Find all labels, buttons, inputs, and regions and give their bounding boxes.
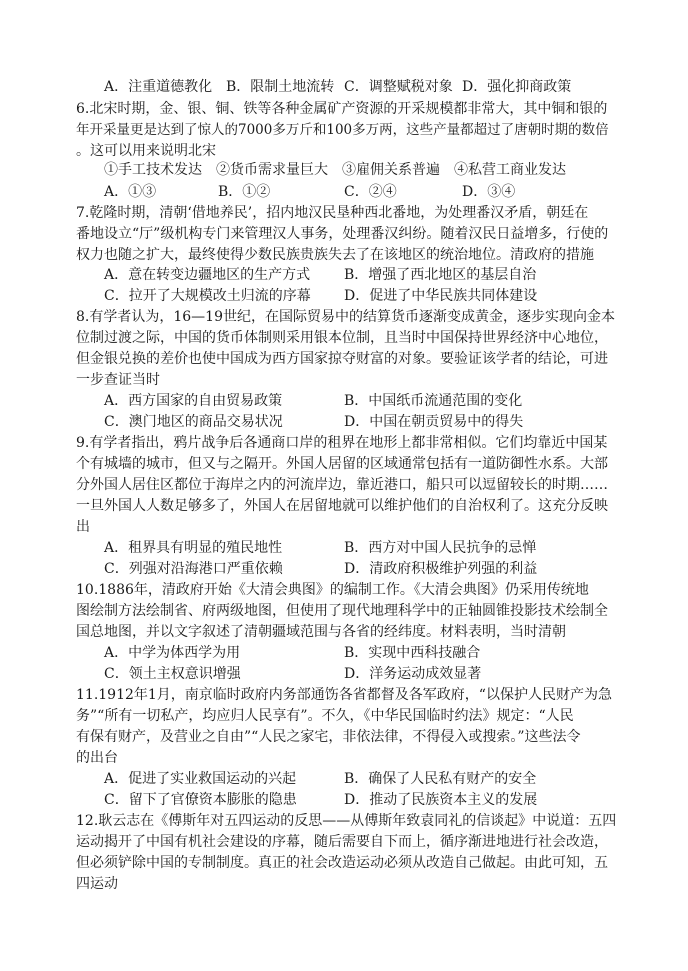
q8-stem-line: 一步查证当时 <box>76 372 160 388</box>
q10-option-a[interactable]: A．中学为体西学为用 <box>104 645 241 661</box>
q10-stem-line: 图绘制方法绘制省、府两级地图，但使用了现代地理科学中的正轴圆锥投影技术绘制全 <box>76 603 608 619</box>
q9-option-a[interactable]: A．租界具有明显的殖民地性 <box>104 540 283 556</box>
q8-stem-line: 8.有学者认为，16—19世纪，在国际贸易中的结算货币逐渐变成黄金，逐步实现向金本 <box>76 309 615 325</box>
q9-stem-line: 分外国人居住区都位于海岸之内的河流岸边，靠近港口，船只可以逗留较长的时期…… <box>76 477 608 493</box>
q12-stem-line: 12.耿云志在《傅斯年对五四运动的反思——从傅斯年致袁同礼的信谈起》中说道：五四 <box>76 813 616 829</box>
q8-stem-line: 位制过渡之际，中国的货币体制则采用银本位制，且当时中国保持世界经济中心地位， <box>76 330 608 346</box>
q11-stem-line: 的出台 <box>76 750 118 766</box>
q10-option-c[interactable]: C．领土主权意识增强 <box>104 666 241 682</box>
q9-stem-line: 9.有学者指出，鸦片战争后各通商口岸的租界在地形上都非常相似。它们均靠近中国某 <box>76 435 608 451</box>
q5-option-d[interactable]: D．强化抑商政策 <box>462 79 572 95</box>
q6-option-d[interactable]: D．③④ <box>462 184 516 200</box>
q12-stem-line: 运动揭开了中国有机社会建设的序幕，随后需要自下而上，循序渐进地进行社会改造， <box>76 834 608 850</box>
q12-stem-line: 但必须铲除中国的专制制度。真正的社会改造运动必须从改造自己做起。由此可知，五 <box>76 855 608 871</box>
q8-option-b[interactable]: B．中国纸币流通范围的变化 <box>344 393 523 409</box>
q7-stem-line: 番地设立“厅”级机构专门来管理汉人事务，处理番汉纠纷。随着汉民日益增多，行使的 <box>76 226 609 242</box>
q10-option-d[interactable]: D．洋务运动成效显著 <box>344 666 482 682</box>
q11-option-a[interactable]: A．促进了实业救国运动的兴起 <box>104 771 297 787</box>
q6-stem-line: 6.北宋时期，金、银、铜、铁等各种金属矿产资源的开采规模都非常大，其中铜和银的 <box>76 101 608 117</box>
q7-option-a[interactable]: A．意在转变边疆地区的生产方式 <box>104 267 311 283</box>
q11-stem-line: 有保有财产，及营业之自由”“人民之家宅，非依法律，不得侵入或搜索。”这些法令 <box>76 729 581 745</box>
q6-items: ①手工技术发达 ②货币需求量巨大 ③雇佣关系普遍 ④私营工商业发达 <box>104 162 566 178</box>
q5-option-c[interactable]: C．调整赋税对象 <box>344 79 453 95</box>
q6-option-b[interactable]: B．①② <box>218 184 271 200</box>
q9-stem-line: 一旦外国人人数足够多了，外国人在居留地就可以维护他们的自治权利了。这充分反映 <box>76 498 608 514</box>
q11-option-c[interactable]: C．留下了官僚资本膨胀的隐患 <box>104 792 297 808</box>
q11-option-b[interactable]: B．确保了人民私有财产的安全 <box>344 771 537 787</box>
q8-option-d[interactable]: D．中国在朝贡贸易中的得失 <box>344 414 524 430</box>
q9-option-b[interactable]: B．西方对中国人民抗争的忌惮 <box>344 540 537 556</box>
q6-option-c[interactable]: C．②④ <box>344 184 397 200</box>
q5-option-a[interactable]: A．注重道德教化 <box>104 79 213 95</box>
q9-stem-line: 出 <box>76 519 90 535</box>
q9-stem-line: 个有城墙的城市，但又与之隔开。外国人居留的区域通常包括有一道防御性水系。大部 <box>76 456 608 472</box>
q7-stem-line: 7.乾隆时期，清朝‘借地养民’，招内地汉民垦种西北番地，为处理番汉矛盾，朝廷在 <box>76 205 589 221</box>
q7-option-d[interactable]: D．促进了中华民族共同体建设 <box>344 288 538 304</box>
q8-option-a[interactable]: A．西方国家的自由贸易政策 <box>104 393 283 409</box>
q8-stem-line: 但金银兑换的差价也使中国成为西方国家掠夺财富的对象。要验证该学者的结论，可进 <box>76 351 608 367</box>
q8-option-c[interactable]: C．澳门地区的商品交易状况 <box>104 414 283 430</box>
q7-stem-line: 权力也随之扩大，最终使得少数民族贵族失去了在该地区的统治地位。清政府的措施 <box>76 247 594 263</box>
q9-option-c[interactable]: C．列强对沿海港口严重依赖 <box>104 561 283 577</box>
q7-option-b[interactable]: B．增强了西北地区的基层自治 <box>344 267 537 283</box>
q5-option-b[interactable]: B．限制土地流转 <box>226 79 335 95</box>
q11-stem-line: 11.1912年1月，南京临时政府内务部通饬各省都督及各军政府，“以保护人民财产为急 <box>76 687 612 703</box>
q6-option-a[interactable]: A．①③ <box>104 184 157 200</box>
q9-option-d[interactable]: D．清政府积极维护列强的利益 <box>344 561 538 577</box>
q10-option-b[interactable]: B．实现中西科技融合 <box>344 645 481 661</box>
q10-stem-line: 国总地图，并以文字叙述了清朝疆域范围与各省的经纬度。材料表明，当时清朝 <box>76 624 566 640</box>
q12-stem-line: 四运动 <box>76 876 118 892</box>
q11-stem-line: 务”“所有一切私产，均应归人民享有”。不久，《中华民国临时约法》规定：“人民 <box>76 708 574 724</box>
q11-option-d[interactable]: D．推动了民族资本主义的发展 <box>344 792 538 808</box>
q6-stem-line: 。这可以用来说明北宋 <box>76 143 216 159</box>
q7-option-c[interactable]: C．拉开了大规模改土归流的序幕 <box>104 288 311 304</box>
q6-stem-line: 年开采量更是达到了惊人的7000多万斤和100多万两，这些产量都超过了唐朝时期的数倍 <box>76 122 609 138</box>
q10-stem-line: 10.1886年，清政府开始《大清会典图》的编制工作。《大清会典图》仍采用传统地 <box>76 582 589 598</box>
